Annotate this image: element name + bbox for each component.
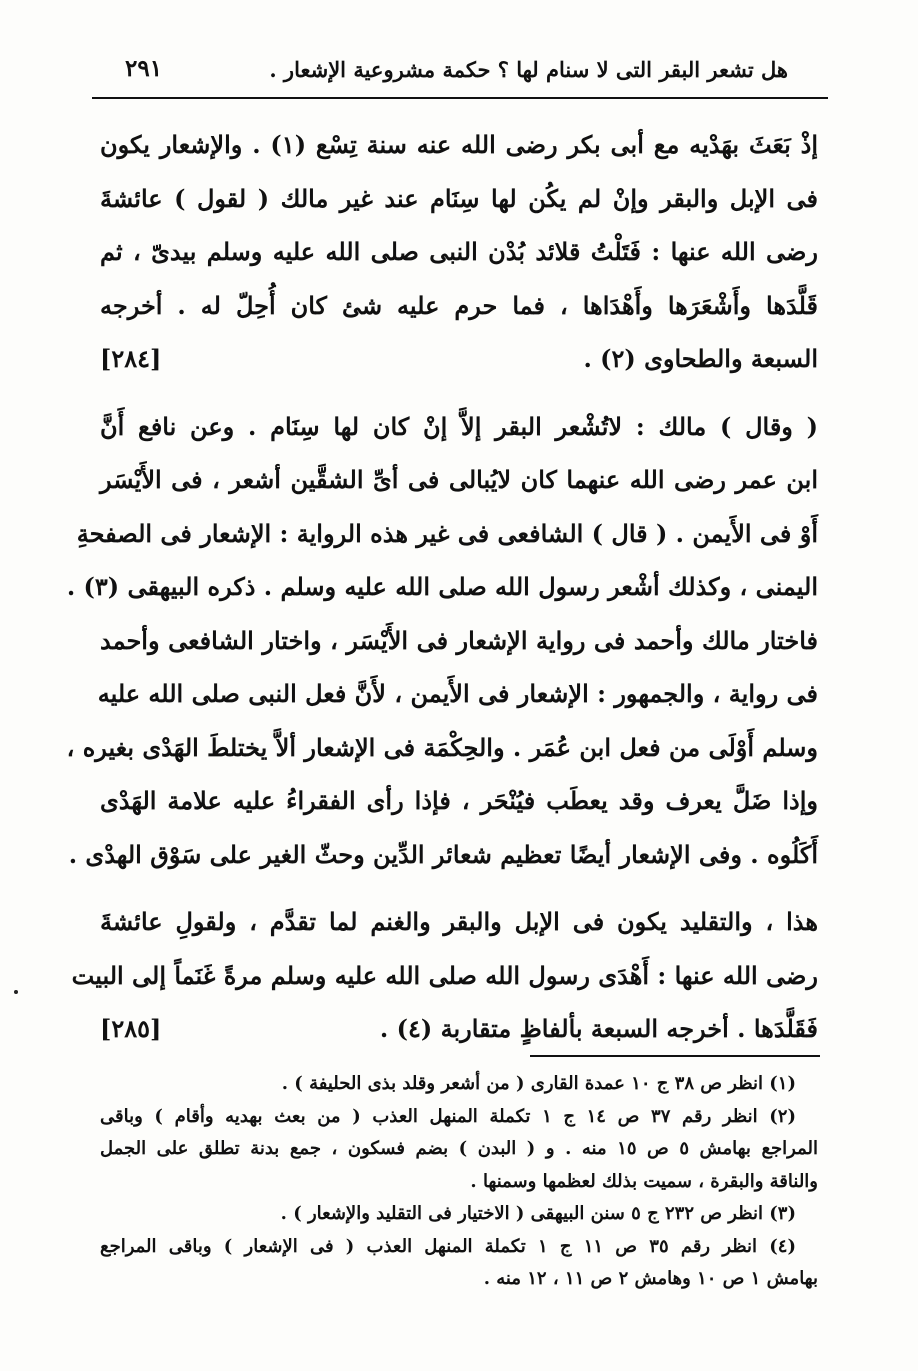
scan-speck — [14, 990, 18, 994]
footnote-2-continued: المراجع بهامش ٥ ص ١٥ منه . و ( البدن ) بضم فسكون ، جمع بدنة تطلق على الجمل — [100, 1138, 818, 1159]
text-line: رضى الله عنها : فَتَلْتُ قلائد بُدْن النبى صلى الله عليه وسلم بيدىّ ، ثم — [100, 237, 818, 266]
text-line: فى رواية ، والجمهور : الإشعار فى الأَيمن ، لأَنَّ فعل النبى صلى الله عليه — [97, 679, 818, 708]
paragraph-3 — [71, 895, 818, 1056]
text-line: هذا ، والتقليد يكون فى الإبل والبقر والغنم لما تقدَّم ، ولقولِ عائشةَ — [100, 907, 818, 936]
text-line: وسلم أَوْلَى من فعل ابن عُمَر . والحِكْمَة فى الإشعار ألاَّ يختلطَ الهَدْى بغيره ، — [66, 732, 818, 762]
header-rule — [92, 97, 828, 99]
footnote-1: (١) انظر ص ٣٨ ج ١٠ عمدة القارى ( من أشعر وقلد بذى الحليفة ) . — [281, 1073, 796, 1094]
text-line: إذْ بَعَثَ بهَدْيه مع أبى بكر رضى الله عنه سنة تِسْع (١) . والإشعار يكون — [100, 130, 819, 159]
text-line: فى الإبل والبقر وإنْ لم يكُن لها سِنَام عند غير مالك ( لقول ) عائشةَ — [100, 183, 818, 213]
text-line: أَوْ فى الأَيمن . ( قال ) الشافعى فى غير هذه الرواية : الإشعار فى الصفحةِ — [76, 518, 818, 548]
text-line: فاختار مالك وأحمد فى رواية الإشعار فى الأَيْسَر ، واختار الشافعى وأحمد — [100, 625, 818, 655]
footnote-4: (٤) انظر رقم ٣٥ ص ١١ ج ١ تكملة المنهل العذب ( فى الإشعار ) وباقى المراجع — [100, 1235, 796, 1257]
footnotes — [100, 1068, 818, 1296]
text-line-with-reference — [100, 332, 818, 386]
running-header — [95, 55, 823, 93]
footnote-2-continued: والناقة والبقرة ، سميت بذلك لعظمها وسمنها . — [470, 1170, 818, 1192]
text-line: فَقَلَّدَها . أخرجه السبعة بألفاظٍ متقاربة (٤) . — [379, 1014, 818, 1043]
text-line: رضى الله عنها : أَهْدَى رسول الله صلى الله عليه وسلم مرةً غَنَماً إلى البيت — [71, 960, 818, 990]
footnote-3: (٣) انظر ص ٢٣٢ ج ٥ سنن البيهقى ( الاختيار فى التقليد والإشعار ) . — [280, 1203, 796, 1224]
hadith-reference-number: [٢٨٤] — [100, 344, 162, 373]
text-line: ( وقال ) مالك : لاتُشْعر البقر إلاَّ إنْ كان لها سِنَام . وعن نافع أَنَّ — [100, 411, 818, 441]
footnote-separator — [530, 1055, 820, 1057]
hadith-reference-number: [٢٨٥] — [100, 1014, 162, 1043]
text-line: وإذا ضَلَّ يعرف وقد يعطَب فيُنْحَر ، فإذا رأى الفقراءُ عليه علامة الهَدْى — [100, 786, 818, 815]
paragraph-2 — [66, 400, 818, 882]
text-line: السبعة والطحاوى (٢) . — [583, 344, 818, 373]
footnote-2: (٢) انظر رقم ٣٧ ص ١٤ ج ١ تكملة المنهل العذب ( من بعث بهديه وأقام ) وباقى — [100, 1105, 796, 1127]
text-line: قَلَّدَها وأَشْعَرَها وأَهْدَاها ، فما حرم عليه شئ كان أُحِلّ له . أخرجه — [100, 290, 818, 320]
main-text — [66, 118, 819, 1070]
running-title: هل تشعر البقر التى لا سنام لها ؟ حكمة مشروعية الإشعار . — [269, 57, 788, 82]
paragraph-1 — [100, 118, 818, 386]
text-line-with-reference — [100, 1002, 818, 1056]
page-number: ٢٩١ — [125, 55, 163, 82]
footnote-4-continued: بهامش ١ ص ١٠ وهامش ٢ ص ١١ ، ١٢ منه . — [483, 1268, 818, 1289]
text-line: اليمنى ، وكذلك أشْعر رسول الله صلى الله عليه وسلم . ذكره البيهقى (٣) . — [66, 572, 818, 601]
text-line: ابن عمر رضى الله عنهما كان لايُبالى فى أىِّ الشقَّين أشعر ، فى الأَيْسَر — [100, 465, 818, 494]
text-line: أَكَلُوه . وفى الإشعار أيضًا تعظيم شعائر الدِّين وحثّ الغير على سَوْق الهدْى . — [68, 839, 818, 869]
